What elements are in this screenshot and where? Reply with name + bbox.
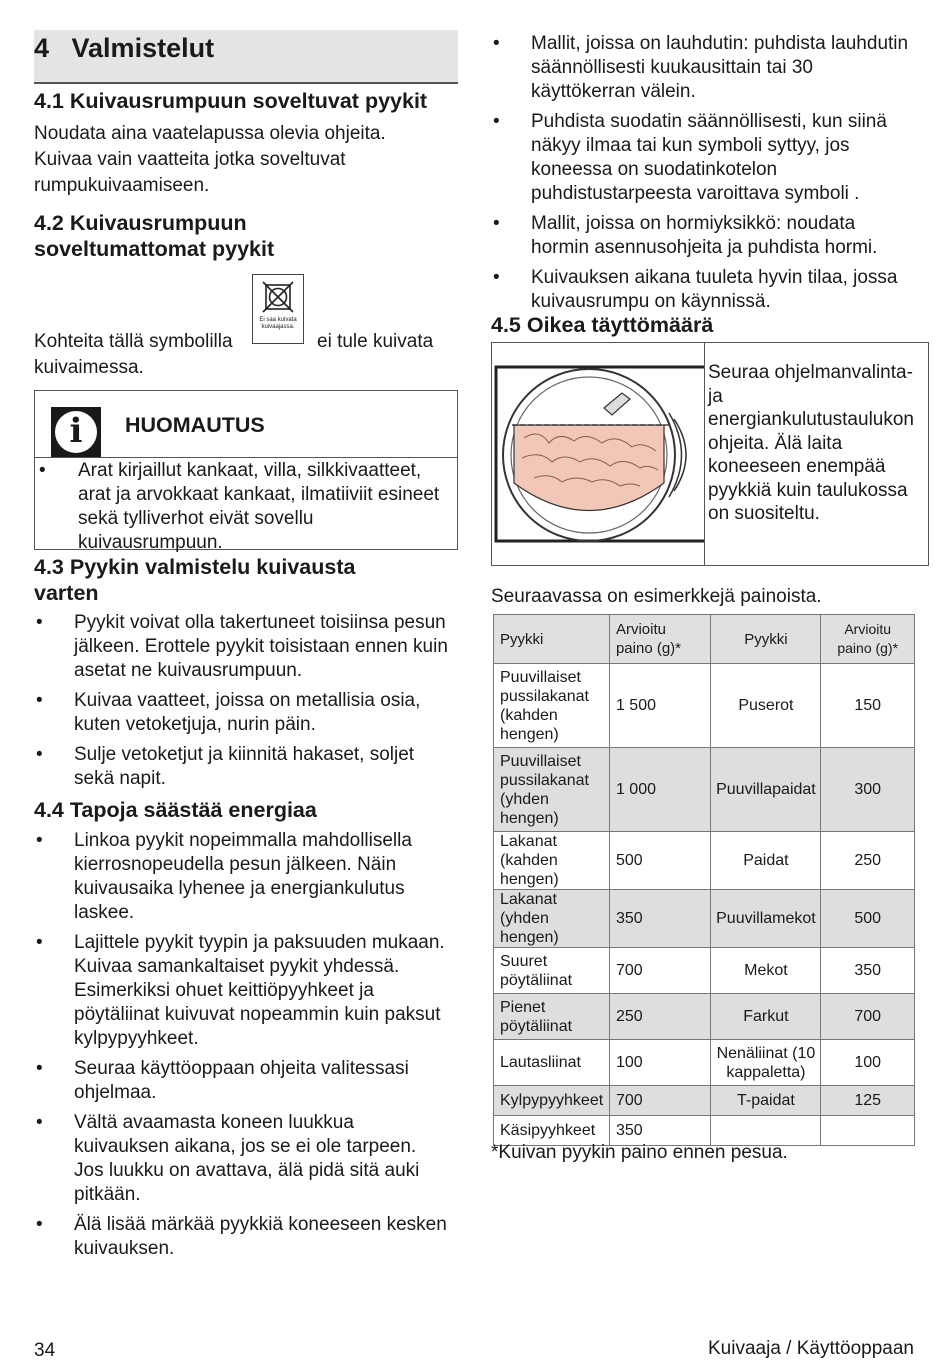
chapter-heading: [34, 30, 458, 84]
table-header: Pyykki: [711, 615, 821, 664]
table-row: [494, 1040, 915, 1086]
table-cell: 500: [821, 890, 915, 948]
section-4-3-title: 4.3 Pyykin valmistelu kuivausta varten: [34, 555, 356, 605]
document-title: Kuivaaja / Käyttöoppaan: [708, 1338, 914, 1359]
table-cell: Puuvillapaidat: [711, 748, 821, 832]
info-icon: i: [51, 407, 101, 457]
table-cell: [821, 1116, 915, 1146]
table-cell: Pienet pöytäliinat: [494, 994, 610, 1040]
note-list: [37, 459, 447, 555]
table-row: [494, 664, 915, 748]
table-row: [494, 994, 915, 1040]
table-cell: Nenäliinat (10 kappaletta): [711, 1040, 821, 1086]
table-cell: 100: [609, 1040, 711, 1086]
section-4-1-title: 4.1 Kuivausrumpuun soveltuvat pyykit: [34, 89, 428, 113]
list-item: • Kuivaa vaatteet, joissa on metallisia osia, kuten vetoketjuja, nurin päin.: [34, 689, 450, 737]
table-cell: 350: [609, 890, 711, 948]
table-cell: Mekot: [711, 948, 821, 994]
list-item: • Linkoa pyykit nopeimmalla mahdollisella kierrosnopeudella pesun jälkeen. Näin kuivausaika lyhenee ja energiankulutus laskee.: [34, 829, 450, 925]
table-cell: Puuvillamekot: [711, 890, 821, 948]
section-4-5-title: 4.5 Oikea täyttömäärä: [491, 313, 714, 337]
table-cell: T-paidat: [711, 1086, 821, 1116]
list-item: • Kuivauksen aikana tuuleta hyvin tilaa, jossa kuivausrumpu on käynnissä.: [491, 266, 911, 314]
table-cell: Puuvillaiset pussilakanat (yhden hengen): [494, 748, 610, 832]
table-cell: 250: [609, 994, 711, 1040]
section-4-1-body: Noudata aina vaatelapussa olevia ohjeita. Kuivaa vain vaatteita jotka soveltuvat rumpukuivaamiseen.: [34, 123, 386, 196]
table-cell: 500: [609, 832, 711, 890]
table-cell: Suuret pöytäliinat: [494, 948, 610, 994]
note-title: HUOMAUTUS: [125, 413, 265, 437]
list-item: • Vältä avaamasta koneen luukkua kuivauksen aikana, jos se ei ole tarpeen. Jos luukku on avattava, älä pidä sitä auki pitkään.: [34, 1111, 450, 1207]
table-header-row: [494, 615, 915, 664]
table-cell: 150: [821, 664, 915, 748]
weights-intro: Seuraavassa on esimerkkejä painoista.: [491, 586, 822, 607]
note-box: [34, 390, 458, 553]
list-item: • Mallit, joissa on lauhdutin: puhdista lauhdutin säännöllisesti kuukausittain tai 30 käyttökerran välein.: [491, 32, 911, 104]
table-cell: 250: [821, 832, 915, 890]
section-4-2-title: 4.2 Kuivausrumpuun soveltumattomat pyykit: [34, 211, 275, 261]
table-header: Arvioitu paino (g)*: [821, 615, 915, 664]
chapter-title: 4 Valmistelut: [34, 33, 215, 63]
table-row: [494, 832, 915, 890]
table-row: [494, 748, 915, 832]
section-4-4-list: [34, 829, 450, 1261]
table-header: Arvioitu paino (g)*: [609, 615, 711, 664]
table-cell: Käsipyyhkeet: [494, 1116, 610, 1146]
footnote: *Kuivan pyykin paino ennen pesua.: [491, 1142, 788, 1163]
page-number: 34: [34, 1340, 56, 1361]
table-cell: 350: [821, 948, 915, 994]
section-4-3-list: [34, 611, 450, 791]
list-item: • Mallit, joissa on hormiyksikkö: noudata hormin asennusohjeita ja puhdista hormi.: [491, 212, 911, 260]
table-row: [494, 948, 915, 994]
table-row: [494, 1086, 915, 1116]
table-cell: 125: [821, 1086, 915, 1116]
table-cell: Kylpypyyhkeet: [494, 1086, 610, 1116]
table-cell: 300: [821, 748, 915, 832]
table-cell: 700: [609, 1086, 711, 1116]
list-item: • Älä lisää märkää pyykkiä koneeseen kesken kuivauksen.: [34, 1213, 450, 1261]
fill-box-divider: [704, 343, 705, 565]
list-item: • Puhdista suodatin säännöllisesti, kun siinä näkyy ilmaa tai kun symboli syttyy, jos koneessa on suodatinkotelon puhdistustarpeesta varoittava symboli .: [491, 110, 911, 206]
table-cell: Puuvillaiset pussilakanat (kahden hengen): [494, 664, 610, 748]
table-cell: Lakanat (kahden hengen): [494, 832, 610, 890]
drum-load-illustration: [494, 363, 704, 563]
fill-level-text: Seuraa ohjelmanvalinta- ja energiankulutustaulukon ohjeita. Älä laita koneeseen enempää pyykkiä kuin taulukossa on suositeltu.: [708, 362, 914, 524]
no-tumble-dry-icon: [253, 279, 303, 319]
no-tumble-dry-symbol: [252, 274, 304, 344]
table-cell: 1 000: [609, 748, 711, 832]
weights-table: [493, 614, 915, 1146]
table-cell: Farkut: [711, 994, 821, 1040]
table-cell: 1 500: [609, 664, 711, 748]
table-cell: Lakanat (yhden hengen): [494, 890, 610, 948]
section-4-4-title: 4.4 Tapoja säästää energiaa: [34, 798, 317, 822]
table-cell: 700: [609, 948, 711, 994]
list-item: • Lajittele pyykit tyypin ja paksuuden mukaan. Kuivaa samankaltaiset pyykit yhdessä. Esimerkiksi ohuet keittiöpyyhkeet ja pöytäliinat kuivuvat nopeammin kuin paksut kylpypyyhkeet.: [34, 931, 450, 1051]
table-cell: 100: [821, 1040, 915, 1086]
list-item: • Seuraa käyttöoppaan ohjeita valitessasi ohjelmaa.: [34, 1057, 450, 1105]
note-item: • Arat kirjaillut kankaat, villa, silkkivaatteet, arat ja arvokkaat kankaat, ilmatiiviit esineet sekä tylliverhot eivät sovellu kuivausrumpuun.: [37, 459, 447, 555]
table-cell: 350: [609, 1116, 711, 1146]
list-item: • Pyykit voivat olla takertuneet toisiinsa pesun jälkeen. Erottele pyykit toisistaan ennen kuin asetat ne kuivausrumpuun.: [34, 611, 450, 683]
list-item: • Sulje vetoketjut ja kiinnitä hakaset, soljet sekä napit.: [34, 743, 450, 791]
table-cell: 700: [821, 994, 915, 1040]
table-cell: Puserot: [711, 664, 821, 748]
symbol-text-after: ei tule kuivata: [317, 331, 434, 352]
fill-level-box: [491, 342, 929, 566]
section-4-4-list-continued: [491, 32, 911, 314]
symbol-label: Ei saa kuivata kuivaajassa.: [259, 317, 297, 330]
table-header: Pyykki: [494, 615, 610, 664]
note-header: [35, 391, 457, 458]
symbol-text-line2: kuivaimessa.: [34, 357, 144, 378]
table-cell: Lautasliinat: [494, 1040, 610, 1086]
table-cell: Paidat: [711, 832, 821, 890]
table-row: [494, 890, 915, 948]
symbol-text-before: Kohteita tällä symbolilla: [34, 331, 233, 352]
